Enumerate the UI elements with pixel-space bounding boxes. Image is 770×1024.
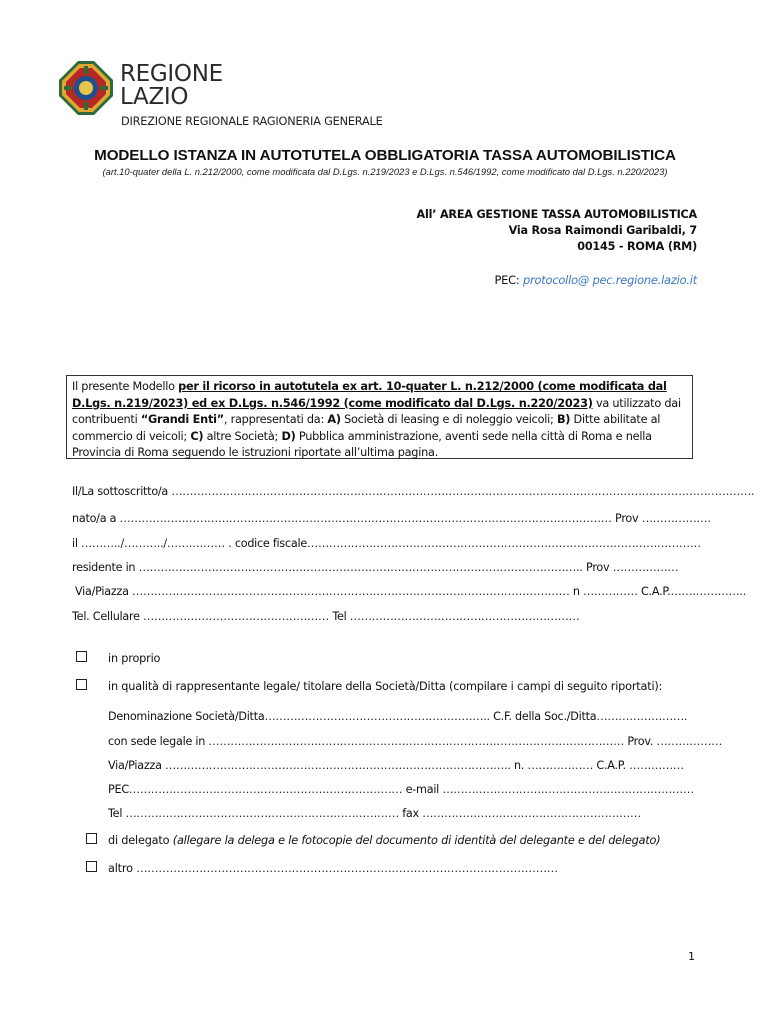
field-label: e-mail [405,783,440,796]
field-label: C.F. della Soc./Ditta [493,710,597,723]
intro-text: va utilizzato dai contribuenti [72,396,681,426]
field-label: Tel. Cellulare [72,610,140,623]
recipient-line-2: Via Rosa Raimondi Garibaldi, 7 [508,224,697,237]
document-subtitle: (art.10-quater della L. n.212/2000, come modificata dal D.Lgs. n.219/2023 e D.Lgs. n.546/1992, come modificato dal D.Lgs. n.220/2023) [102,166,668,177]
field-label: nato/a a [72,512,117,525]
recipient-line-3: 00145 - ROMA (RM) [577,240,697,253]
recipient-line-1: All’ AREA GESTIONE TASSA AUTOMOBILISTICA [416,208,697,221]
recipient-pec [495,273,697,287]
field-label: Via/Piazza [108,759,162,772]
intro-box [66,375,693,459]
intro-grandi-enti: “Grandi Enti” [140,413,224,426]
field-label: Tel [108,807,123,820]
field-label: PEC [108,783,129,796]
pec-link[interactable]: protocollo@ pec.regione.lazio.it [523,273,697,287]
field-label: Prov. [627,735,654,748]
checkbox-altro[interactable] [86,861,97,872]
altro-label: altro [108,862,133,875]
intro-legal-reference: per il ricorso in autotutela ex art. 10-quater L. n.212/2000 (come modificata dal D.Lgs. n.219/2023) ed ex D.Lgs. n.546/1992 (come modificato dal D.Lgs. n.220/2023) [72,380,667,410]
checkbox-in-proprio[interactable] [76,651,87,662]
field-label: residente in [72,561,136,574]
option-rappresentante-label: in qualità di rappresentante legale/ titolare della Società/Ditta (compilare i campi di seguito riportati): [108,680,663,693]
field-label: Denominazione Società/Ditta [108,710,265,723]
field-via[interactable]: Via/Piazza ………………………………………………………………………………………………………… n …………… C.A.P.…….………….. [75,585,746,598]
field-label: Prov [615,512,639,525]
direzione-label: DIREZIONE REGIONALE RAGIONERIA GENERALE [121,115,383,128]
field-label: C.A.P. [641,585,671,598]
field-label: con sede legale in [108,735,206,748]
intro-text: Pubblica amministrazione, aventi sede nella città di Roma e nella Provincia di Roma seguendo le istruzioni riportate all’ultima pagina. [72,429,652,459]
intro-a: A) [327,413,341,426]
option-delegato-label [108,834,660,847]
intro-d: D) [281,429,296,443]
checkbox-rappresentante[interactable] [76,679,87,690]
field-nato[interactable]: nato/a a ……………………………………………………………………………………………………………………… Prov ………………. [72,512,711,525]
field-label: codice fiscale [234,537,307,550]
checkbox-delegato[interactable] [86,833,97,844]
delegato-label: di delegato [108,834,173,847]
field-label: Via/Piazza [75,585,129,598]
field-label: Il/La sottoscritto/a [72,485,169,498]
intro-text: altre Società; [203,429,282,443]
pec-label: PEC: [494,273,523,287]
intro-text: Ditte abilitate al commercio di veicoli; [72,413,661,443]
brand-lazio: LAZIO [120,84,189,110]
field-label: fax [402,807,419,820]
field-label: C.A.P. [596,759,626,772]
document-title: MODELLO ISTANZA IN AUTOTUTELA OBBLIGATORIA TASSA AUTOMOBILISTICA [94,147,676,164]
field-label: Prov [586,561,610,574]
option-altro[interactable]: altro …………………………………………………………………………………………………… [108,862,558,875]
field-label: n [572,585,580,598]
option-in-proprio-label: in proprio [108,652,161,665]
intro-c: C) [190,429,204,443]
field-tel-fax[interactable]: Tel ………………………………………………………………… fax …………………………………………………… [108,807,641,820]
field-label: Tel [332,610,347,623]
field-via-societa[interactable]: Via/Piazza ………………………………………………………………………………….. n. ……………… C.A.P. …………… [108,759,684,772]
field-denominazione[interactable]: Denominazione Società/Ditta…………………………………………………….. C.F. della Soc./Ditta……………………. [108,710,688,723]
intro-b: B) [556,413,571,426]
field-residente[interactable]: residente in ………………………………………………………………………………………………………….. Prov ……………… [72,561,679,574]
intro-text: Il presente Modello [72,380,179,393]
field-sede-legale[interactable]: con sede legale in …………………………………………………………………………………………………… Prov. ……………… [108,735,723,748]
intro-text: Società di leasing e di noleggio veicoli; [340,413,557,426]
field-telefono[interactable]: Tel. Cellulare …………………………………………… Tel ……………………………………………………… [72,610,580,623]
intro-text: , rappresentati da: [223,413,328,426]
field-label: n. [514,759,525,772]
page-number: 1 [688,950,695,963]
brand-regione: REGIONE [120,61,223,87]
field-label: il [72,537,78,550]
delegato-note: (allegare la delega e le fotocopie del documento di identità del delegante e del delegato) [172,834,661,847]
field-pec-email[interactable]: PEC………………………………………………………………… e-mail …………………………………………………………… [108,783,694,796]
regione-lazio-logo [58,60,114,116]
field-data-codice-fiscale[interactable]: il ………../………../…….……… . codice fiscale……………………………………………………………………………………………… [72,537,701,550]
field-sottoscritto[interactable]: Il/La sottoscritto/a ……………………………………………………………………………………………………………………………………………. [72,485,755,498]
